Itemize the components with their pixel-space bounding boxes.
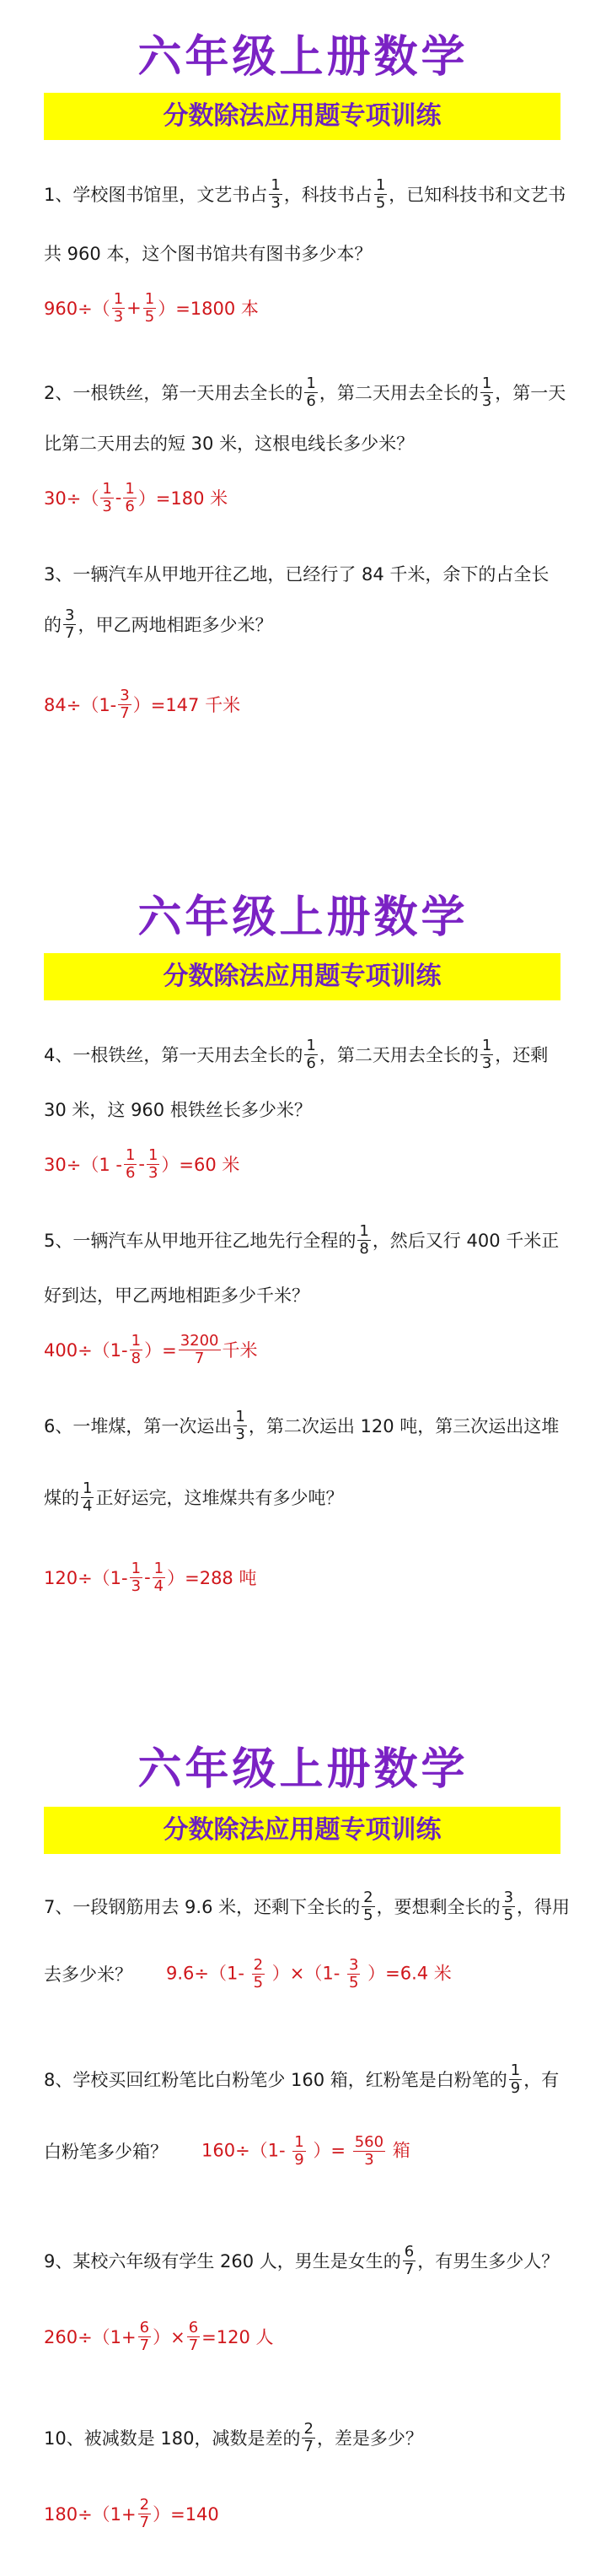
answer-10: 180÷（1+ $\frac{2}{7}$ ）=140 [44, 2495, 219, 2531]
fraction: $\frac{1}{9}$ [294, 2132, 304, 2169]
problem-6-line-1: 6、一堆煤，第一次运出 $\frac{1}{3}$ ，第二次运出 120 吨，第三次运出这堆 [44, 1407, 560, 1443]
fraction: $\frac{1}{3}$ [147, 1145, 158, 1182]
problem-3-line-1: 3、一辆汽车从甲地开往乙地，已经行了 84 千米，余下的占全长 [44, 564, 550, 585]
page-title: 六年级上册数学 [137, 1743, 469, 1795]
answer-1: 960÷（ $\frac{1}{3}$ + $\frac{1}{5}$ ）=1800 本 [44, 289, 259, 326]
problem-8-line-1: 8、学校买回红粉笔比白粉笔少 160 箱，红粉笔是白粉笔的 $\frac{1}{9}$ ，有 [44, 2061, 560, 2097]
fraction: $\frac{560}{3}$ [354, 2132, 384, 2169]
fraction: $\frac{1}{4}$ [83, 1479, 93, 1515]
problem-8-line-2: 白粉笔多少箱？ 160÷（1- $\frac{1}{9}$ ）= $\frac{560}{3}$ 箱 [44, 2132, 410, 2169]
answer-4: 30÷（1 - $\frac{1}{6}$ - $\frac{1}{3}$ ）=60 米 [44, 1145, 240, 1182]
page-title: 六年级上册数学 [137, 892, 469, 943]
answer-2: 30÷（ $\frac{1}{3}$ - $\frac{1}{6}$ ）=180 米 [44, 479, 228, 515]
problem-5-line-1: 5、一辆汽车从甲地开往乙地先行全程的 $\frac{1}{8}$ ，然后又行 400 千米正 [44, 1221, 560, 1258]
fraction: $\frac{1}{6}$ [125, 1145, 136, 1182]
problem-2-line-2: 比第二天用去的短 30 米，这根电线长多少米？ [44, 434, 415, 454]
problem-1-line-2: 共 960 本，这个图书馆共有图书多少本？ [44, 244, 373, 264]
fraction: $\frac{1}{3}$ [102, 479, 112, 515]
subtitle-banner: 分数除法应用题专项训练 [44, 93, 560, 140]
problem-4-line-2: 30 米，这 960 根铁丝长多少米？ [44, 1100, 312, 1120]
fraction: $\frac{1}{3}$ [481, 1036, 492, 1072]
problem-6-line-2: 煤的 $\frac{1}{4}$ 正好运完，这堆煤共有多少吨？ [44, 1479, 344, 1515]
fraction: $\frac{3}{7}$ [65, 606, 75, 642]
answer-5: 400÷（1- $\frac{1}{8}$ ）= $\frac{3200}{7}$ 千米 [44, 1331, 258, 1367]
fraction: $\frac{1}{3}$ [481, 374, 492, 410]
answer-7: 9.6÷（1- $\frac{2}{5}$ ）×（1- $\frac{3}{5}$ ）=6.4 米 [166, 1955, 452, 1991]
fraction: $\frac{6}{7}$ [404, 2242, 415, 2278]
problem-3-line-2: 的 $\frac{3}{7}$ ，甲乙两地相距多少米？ [44, 606, 273, 642]
fraction: $\frac{1}{8}$ [359, 1221, 369, 1258]
subtitle-banner: 分数除法应用题专项训练 [44, 1807, 560, 1854]
fraction: $\frac{6}{7}$ [139, 2318, 150, 2354]
fraction: $\frac{1}{5}$ [375, 175, 386, 212]
fraction: $\frac{3}{7}$ [120, 686, 130, 722]
problem-4-line-1: 4、一根铁丝，第一天用去全长的 $\frac{1}{6}$ ，第二天用去全长的 $\frac{1}{3}$ ，还剩 [44, 1036, 549, 1072]
fraction: $\frac{1}{3}$ [271, 175, 281, 212]
fraction: $\frac{1}{3}$ [131, 1559, 142, 1595]
problem-9-line-1: 9、某校六年级有学生 260 人，男生是女生的 $\frac{6}{7}$ ，有男生多少人？ [44, 2242, 560, 2278]
fraction: $\frac{3}{5}$ [503, 1888, 514, 1924]
problem-7-line-2: 去多少米？ 9.6÷（1- $\frac{2}{5}$ ）×（1- $\frac{3}{5}$ ）=6.4 米 [44, 1955, 452, 1991]
problem-10-line-1: 10、被减数是 180，减数是差的 $\frac{2}{7}$ ，差是多少？ [44, 2419, 423, 2455]
fraction: $\frac{1}{6}$ [306, 374, 316, 410]
fraction: $\frac{2}{7}$ [303, 2419, 314, 2455]
fraction: $\frac{1}{3}$ [235, 1407, 245, 1443]
answer-8: 160÷（1- $\frac{1}{9}$ ）= $\frac{560}{3}$ 箱 [201, 2132, 410, 2169]
problem-7-line-1: 7、一段钢筋用去 9.6 米，还剩下全长的 $\frac{2}{5}$ ，要想剩全长的 $\frac{3}{5}$ ，得用 [44, 1888, 571, 1924]
fraction: $\frac{3}{5}$ [348, 1955, 359, 1991]
fraction: $\frac{1}{3}$ [113, 289, 124, 326]
fraction: $\frac{1}{5}$ [144, 289, 155, 326]
fraction: $\frac{2}{7}$ [139, 2495, 150, 2531]
answer-6: 120÷（1- $\frac{1}{3}$ - $\frac{1}{4}$ ）=288 吨 [44, 1559, 257, 1595]
answer-3: 84÷（1- $\frac{3}{7}$ ）=147 千米 [44, 686, 241, 722]
subtitle-banner: 分数除法应用题专项训练 [44, 953, 560, 1000]
fraction: $\frac{1}{6}$ [125, 479, 135, 515]
problem-2-line-1: 2、一根铁丝，第一天用去全长的 $\frac{1}{6}$ ，第二天用去全长的 $\frac{1}{3}$ ，第一天 [44, 374, 566, 410]
fraction: $\frac{2}{5}$ [253, 1955, 264, 1991]
fraction: $\frac{1}{9}$ [510, 2061, 521, 2097]
fraction: $\frac{3200}{7}$ [180, 1331, 219, 1367]
fraction: $\frac{2}{5}$ [363, 1888, 373, 1924]
problem-1-line-1: 1、学校图书馆里，文艺书占 $\frac{1}{3}$ ，科技书占 $\frac{1}{5}$ ，已知科技书和文艺书 [44, 175, 566, 212]
fraction: $\frac{1}{6}$ [306, 1036, 316, 1072]
page-title: 六年级上册数学 [137, 31, 469, 83]
fraction: $\frac{1}{8}$ [131, 1331, 142, 1367]
problem-5-line-2: 好到达，甲乙两地相距多少千米？ [44, 1285, 309, 1306]
answer-9: 260÷（1+ $\frac{6}{7}$ ）× $\frac{6}{7}$ =120 人 [44, 2318, 274, 2354]
fraction: $\frac{1}{4}$ [153, 1559, 164, 1595]
fraction: $\frac{6}{7}$ [188, 2318, 199, 2354]
